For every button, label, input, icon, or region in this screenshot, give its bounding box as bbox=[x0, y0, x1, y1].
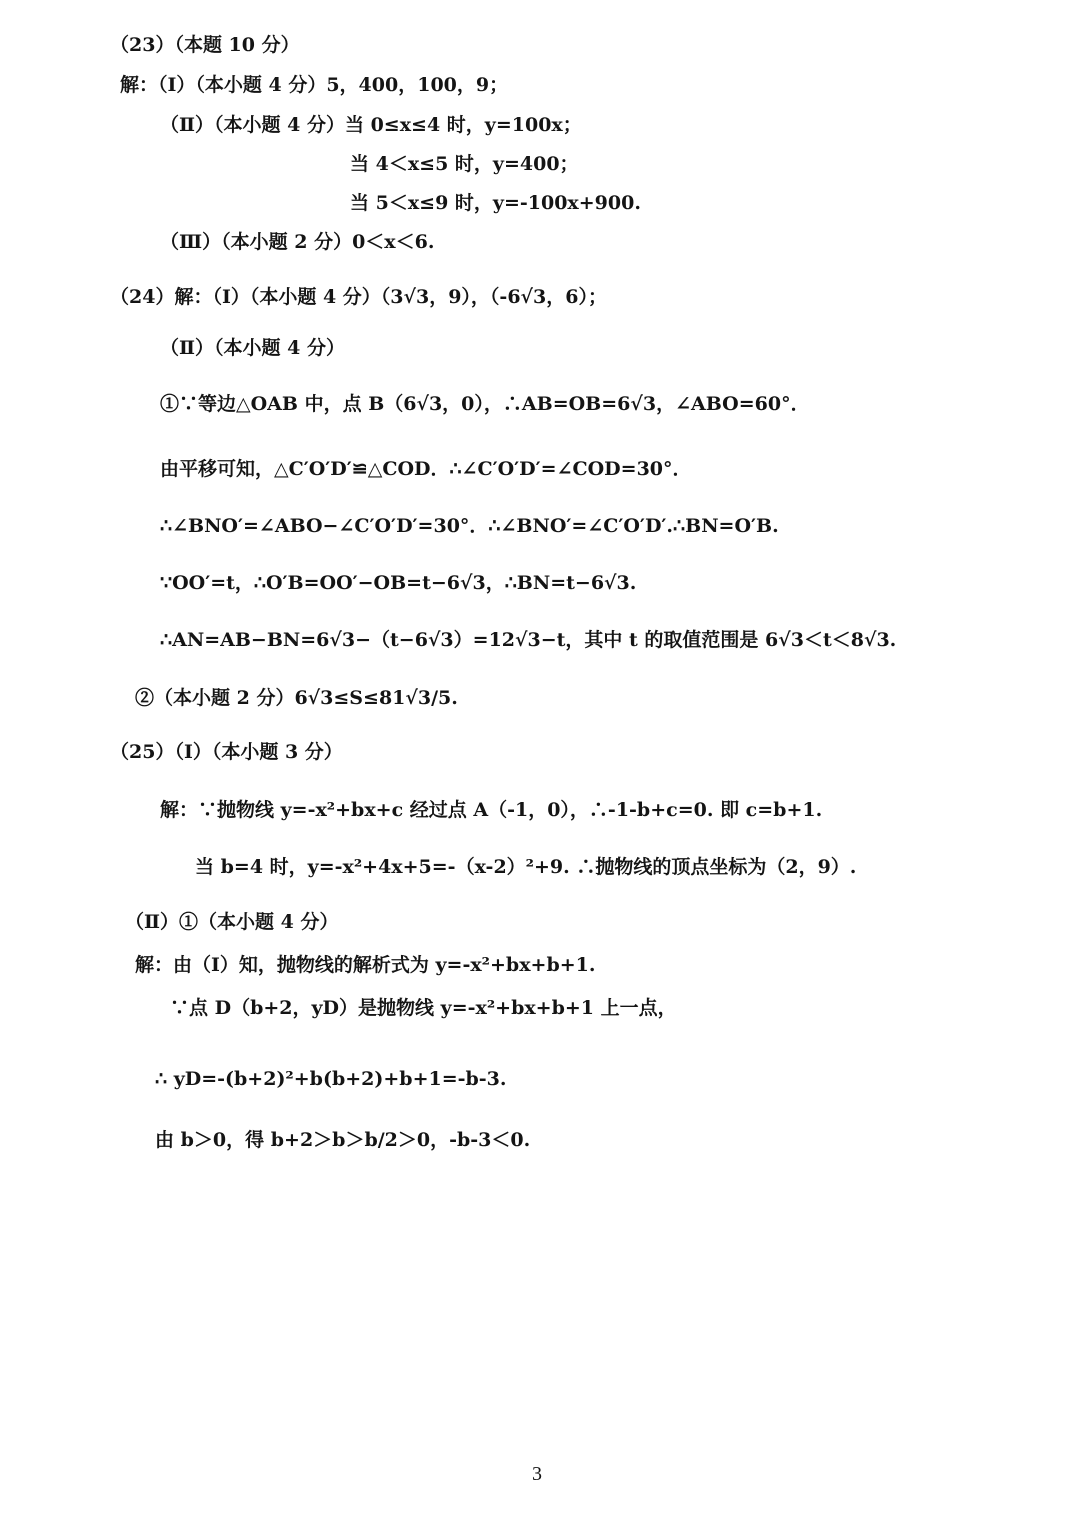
q23-part3: （Ⅲ）（本小题 2 分）0＜x＜6. bbox=[160, 231, 435, 253]
q25-line1: 解：∵抛物线 y=-x²+bx+c 经过点 A（-1，0），∴-1-b+c=0. 即 c=b+1. bbox=[160, 799, 823, 821]
q25-title: （25）（Ⅰ）（本小题 3 分） bbox=[110, 741, 343, 763]
q23-part1: 解：（Ⅰ）（本小题 4 分）5，400，100，9； bbox=[120, 74, 509, 96]
q24-part2-heading: （Ⅱ）（本小题 4 分） bbox=[160, 337, 345, 359]
q24-line3: ∴∠BNO′=∠ABO−∠C′O′D′=30°．∴∠BNO′=∠C′O′D′.∴BN=O′B. bbox=[160, 515, 779, 537]
q24-line2: 由平移可知，△C′O′D′≌△COD．∴∠C′O′D′=∠COD=30°． bbox=[160, 458, 692, 480]
page-number: 3 bbox=[532, 1463, 542, 1485]
q23-part2-case2: 当 4＜x≤5 时，y=400； bbox=[350, 153, 579, 175]
q25-line4: 解：由（Ⅰ）知，抛物线的解析式为 y=-x²+bx+b+1. bbox=[135, 954, 596, 976]
q25-line5: ∵点 D（b+2，yD）是抛物线 y=-x²+bx+b+1 上一点， bbox=[170, 997, 677, 1019]
q24-title: （24）解：（Ⅰ）（本小题 4 分）（3√3，9），（-6√3，6）； bbox=[110, 286, 607, 308]
q23-part2-case1: （Ⅱ）（本小题 4 分）当 0≤x≤4 时，y=100x； bbox=[160, 114, 582, 136]
q24-line5: ∴AN=AB−BN=6√3−（t−6√3）=12√3−t，其中 t 的取值范围是 6√3＜t＜8√3. bbox=[160, 629, 897, 651]
q24-line6: ②（本小题 2 分）6√3≤S≤81√3/5. bbox=[135, 687, 458, 709]
q23-part2-case3: 当 5＜x≤9 时，y=-100x+900. bbox=[350, 192, 641, 214]
q25-line2: 当 b=4 时，y=-x²+4x+5=-（x-2）²+9. ∴抛物线的顶点坐标为（2，9）. bbox=[195, 856, 857, 878]
q24-line4: ∵OO′=t，∴O′B=OO′−OB=t−6√3，∴BN=t−6√3. bbox=[160, 572, 637, 594]
q24-line1: ①∵等边△OAB 中，点 B（6√3，0），∴AB=OB=6√3，∠ABO=60°． bbox=[160, 393, 810, 415]
q23-title: （23）（本题 10 分） bbox=[110, 34, 300, 56]
q25-line6: ∴ yD=-(b+2)²+b(b+2)+b+1=-b-3. bbox=[155, 1068, 507, 1090]
q25-part2-heading: （Ⅱ）①（本小题 4 分） bbox=[125, 911, 339, 933]
q25-line7: 由 b＞0，得 b+2＞b＞b/2＞0，-b-3＜0. bbox=[155, 1129, 531, 1151]
